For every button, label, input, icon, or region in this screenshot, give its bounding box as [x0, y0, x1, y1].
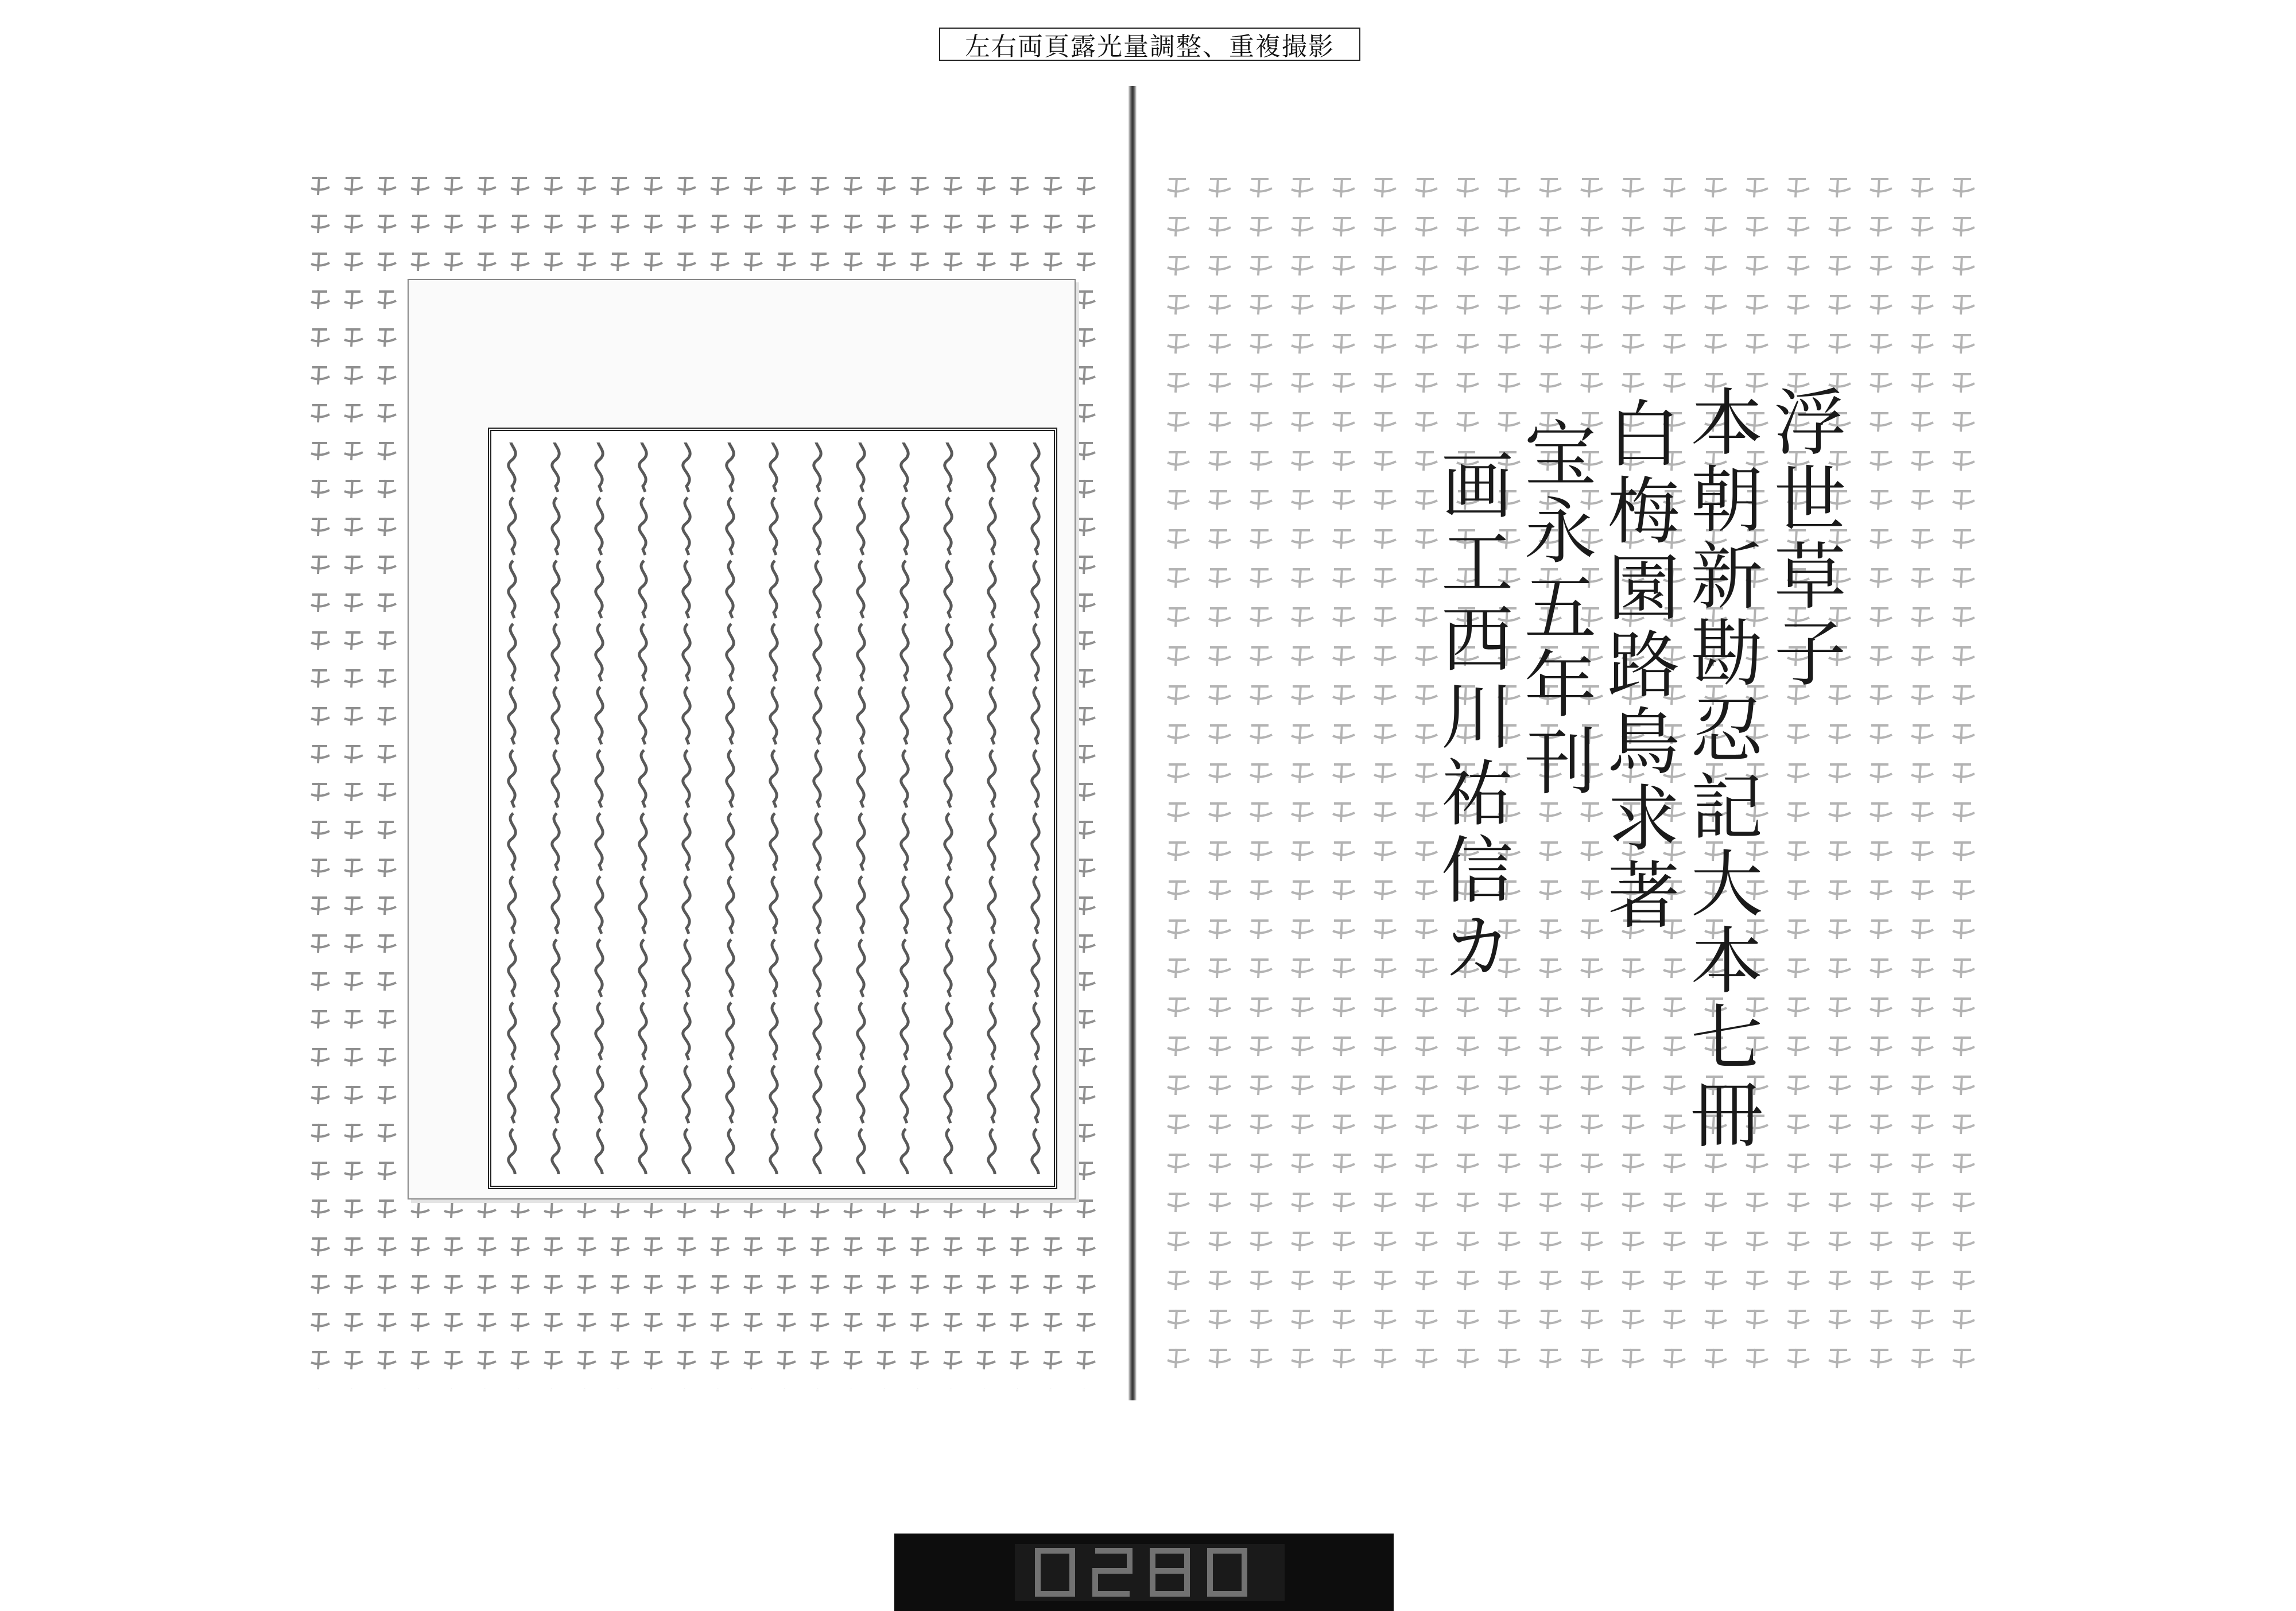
hw-author: 白梅園路鳥求著: [1596, 396, 1680, 934]
book-gutter: [1128, 86, 1137, 1400]
hw-genre: 浮世草子: [1762, 385, 1847, 692]
handwritten-annotation: [1366, 385, 1847, 1188]
cursive-inset-texture: [488, 428, 1057, 1189]
hw-publication-year: 宝永五年刊: [1512, 416, 1597, 801]
hw-illustrator: 画工西川祐信カ: [1429, 448, 1514, 986]
page-number-plate-icon: [894, 1534, 1394, 1611]
hw-title: 本朝新勘忍記大本七冊: [1679, 385, 1763, 1154]
exposure-note-banner: 左右両頁露光量調整、重複撮影: [939, 28, 1360, 61]
